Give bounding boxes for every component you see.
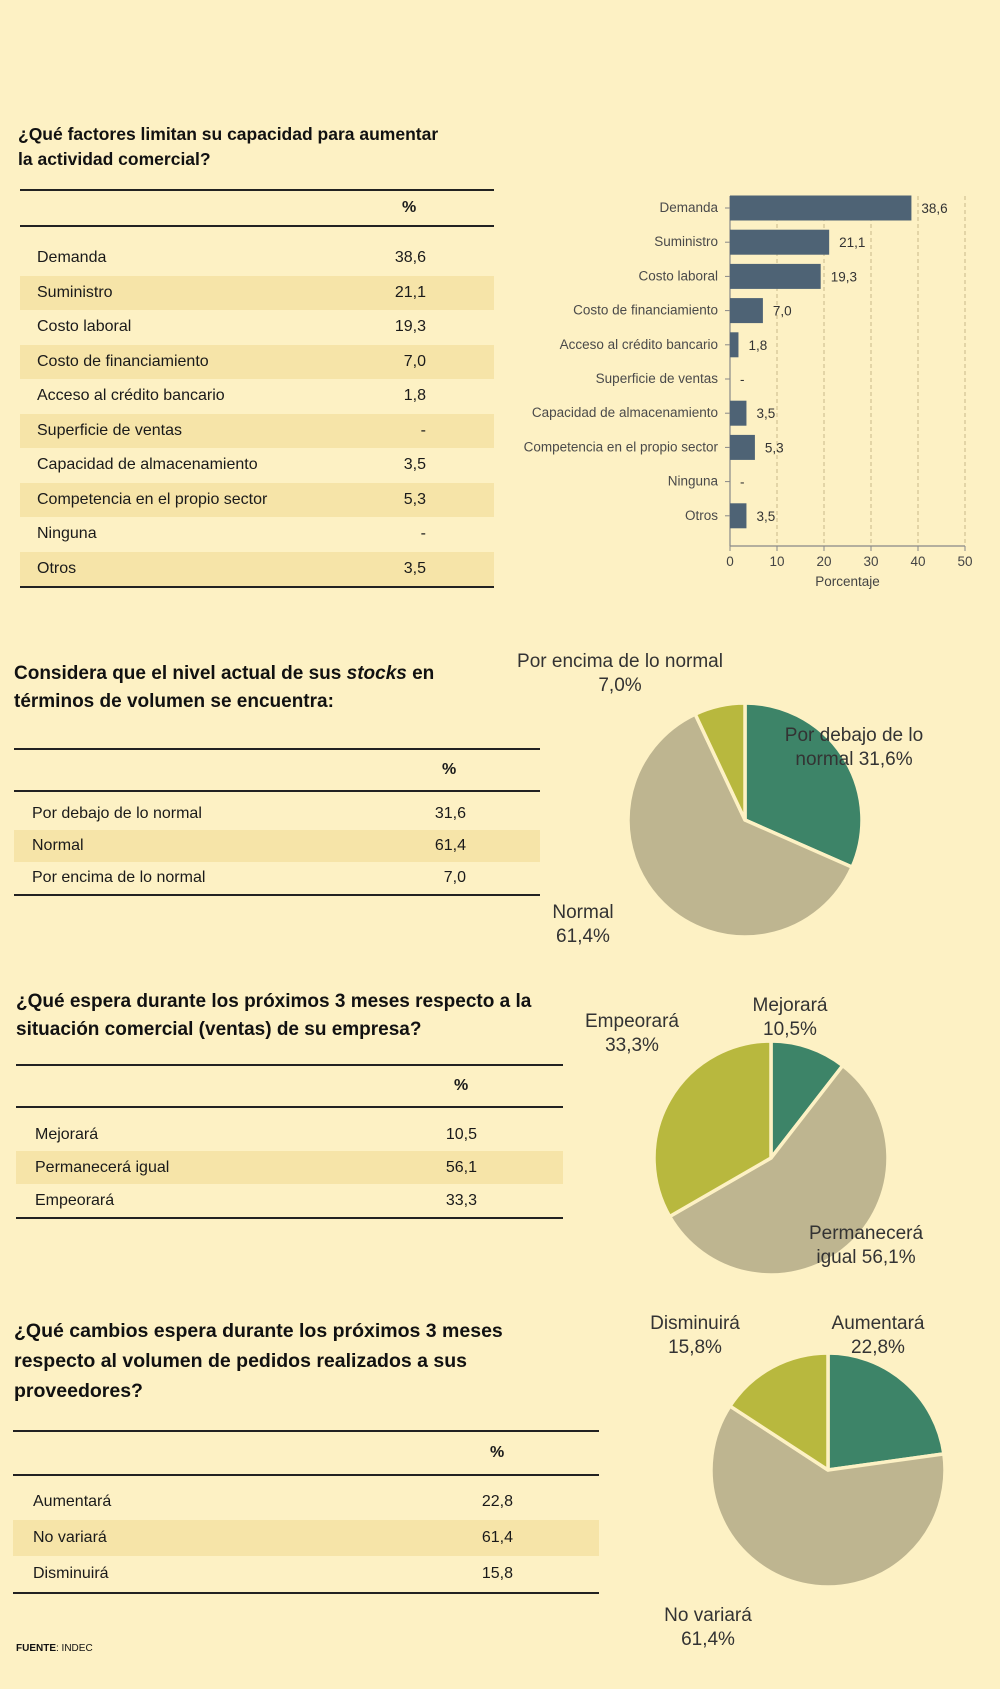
pct-header: %	[490, 1444, 505, 1461]
pie-label-empeorara	[585, 1010, 679, 1058]
section4-title-line1: ¿Qué cambios espera durante los próximos 3 meses	[14, 1320, 503, 1342]
bar-category-label: Competencia en el propio sector	[523, 439, 718, 455]
row-label: Suministro	[37, 283, 113, 301]
row-value: 19,3	[394, 318, 426, 336]
section1-title-line2: la actividad comercial?	[18, 149, 211, 169]
label-line: igual 56,1%	[816, 1246, 916, 1268]
row-value: 21,1	[394, 283, 426, 301]
label-line: Permanecerá	[808, 1223, 924, 1244]
table-body	[14, 792, 540, 894]
x-tick-label: 20	[816, 554, 832, 569]
row-value: 10,5	[445, 1125, 477, 1143]
table-row	[20, 310, 494, 345]
bar	[730, 196, 911, 221]
bar-category-label: Otros	[684, 507, 718, 523]
table-row	[20, 241, 494, 276]
row-value: -	[420, 421, 426, 439]
label-line: normal 31,6%	[795, 748, 913, 770]
label-line: Normal	[552, 902, 614, 923]
table-bottom-rule	[13, 1592, 599, 1594]
row-value: 61,4	[481, 1529, 513, 1546]
row-value: -	[420, 525, 426, 543]
section4-title-line3: proveedores?	[14, 1380, 143, 1402]
table-row	[20, 552, 494, 587]
bar	[730, 298, 763, 323]
section3-title	[16, 988, 596, 1044]
bar-value-label: -	[740, 474, 745, 490]
table-bottom-rule	[20, 586, 494, 588]
pie-label-no-variara	[664, 1604, 752, 1652]
section4-table	[13, 1430, 599, 1594]
pct-header: %	[454, 1077, 469, 1094]
factors-bar-chart	[500, 190, 980, 600]
row-value: 7,0	[403, 352, 426, 370]
bar-category-label: Costo laboral	[638, 268, 718, 284]
bar-category-label: Ninguna	[667, 473, 718, 489]
row-label: Costo laboral	[37, 318, 132, 336]
bar-category-label: Acceso al crédito bancario	[559, 336, 718, 352]
table-header	[16, 1066, 563, 1106]
bar-value-label: 3,5	[756, 508, 776, 524]
table-row	[14, 862, 540, 894]
x-tick-label: 10	[769, 554, 785, 569]
row-value: 15,8	[481, 1565, 513, 1582]
orders-outlook-pie-chart	[703, 1345, 953, 1595]
row-value: 3,5	[403, 559, 426, 577]
table-row	[20, 379, 494, 414]
pct-header: %	[402, 199, 417, 216]
section2-title-part-a: Considera que el nivel actual de sus	[14, 663, 347, 684]
x-tick-label: 50	[957, 554, 973, 569]
source-text: : INDEC	[56, 1643, 93, 1654]
row-label: Superficie de ventas	[37, 421, 182, 439]
section3-table	[16, 1064, 563, 1219]
row-label: Empeorará	[35, 1191, 115, 1209]
row-value: 5,3	[403, 490, 426, 508]
label-line: 33,3%	[605, 1034, 659, 1056]
row-label: Costo de financiamiento	[37, 352, 209, 370]
section2-title-line2: términos de volumen se encuentra:	[14, 691, 334, 712]
bar-value-label: 5,3	[764, 440, 784, 456]
table-row	[20, 276, 494, 311]
table-row	[13, 1484, 599, 1520]
bar-category-label: Capacidad de almacenamiento	[531, 405, 718, 421]
row-label: Normal	[32, 837, 84, 854]
table-row	[16, 1184, 563, 1217]
label-line: 15,8%	[668, 1336, 722, 1358]
row-label: Otros	[37, 559, 77, 577]
label-line: Por encima de lo normal	[517, 651, 723, 672]
pie-label-below-normal	[785, 724, 923, 772]
section2-title	[14, 660, 554, 716]
pie-label-mejorara	[753, 994, 828, 1042]
pie-slice-green	[828, 1353, 944, 1470]
table-row	[20, 517, 494, 552]
bar	[730, 230, 829, 255]
bar	[730, 332, 738, 357]
row-value: 38,6	[394, 249, 426, 267]
bar-value-label: -	[740, 372, 745, 387]
bar-value-label: 7,0	[772, 303, 792, 319]
pie-label-normal	[552, 901, 613, 949]
row-value: 1,8	[403, 387, 426, 405]
row-value: 61,4	[434, 837, 466, 854]
label-line: Por debajo de lo	[784, 725, 924, 746]
table-body	[20, 227, 494, 586]
row-label: Aumentará	[33, 1493, 112, 1510]
row-label: Por encima de lo normal	[32, 869, 206, 886]
bar-category-label: Superficie de ventas	[595, 371, 718, 386]
bar-value-label: 21,1	[839, 235, 866, 251]
pie-label-permanecera	[809, 1222, 923, 1270]
table-body	[16, 1108, 563, 1217]
row-label: Disminuirá	[33, 1565, 109, 1582]
label-line: 61,4%	[681, 1628, 735, 1650]
table-row	[20, 483, 494, 518]
section2-table	[14, 748, 540, 896]
label-line: 61,4%	[556, 925, 610, 947]
section2-title-line1	[14, 660, 554, 688]
table-row	[16, 1118, 563, 1151]
bar-category-label: Suministro	[654, 234, 718, 250]
table-header	[20, 191, 494, 225]
section2-title-part-b: en	[406, 663, 435, 684]
bar	[730, 435, 755, 460]
table-row	[14, 798, 540, 830]
source-note	[16, 1643, 93, 1654]
source-prefix: FUENTE	[16, 1643, 56, 1654]
bar	[730, 401, 746, 426]
x-axis-title: Porcentaje	[815, 574, 880, 589]
bar	[730, 264, 821, 289]
x-tick-label: 30	[863, 554, 879, 569]
table-row	[13, 1556, 599, 1592]
pie-label-disminuira	[650, 1312, 740, 1360]
label-line: 7,0%	[598, 674, 642, 696]
bar-category-label: Costo de financiamiento	[573, 302, 718, 318]
bar-value-label: 3,5	[756, 406, 776, 422]
table-row	[16, 1151, 563, 1184]
row-label: Mejorará	[35, 1125, 99, 1143]
row-label: Acceso al crédito bancario	[37, 387, 225, 405]
row-label: Ninguna	[37, 525, 97, 543]
table-row	[13, 1520, 599, 1556]
table-bottom-rule	[16, 1217, 563, 1219]
label-line: Mejorará	[752, 995, 828, 1016]
label-line: Disminuirá	[650, 1313, 740, 1334]
row-value: 31,6	[434, 805, 466, 822]
table-header	[14, 750, 540, 790]
label-line: Aumentará	[831, 1313, 925, 1334]
section4-title	[14, 1316, 614, 1406]
x-tick-label: 0	[726, 554, 734, 569]
label-line: 22,8%	[851, 1336, 905, 1358]
table-bottom-rule	[14, 894, 540, 896]
row-label: Competencia en el propio sector	[37, 490, 268, 508]
label-line: 10,5%	[763, 1018, 817, 1040]
row-label: No variará	[33, 1529, 107, 1546]
pie-label-aumentara	[832, 1312, 925, 1360]
row-value: 22,8	[481, 1493, 513, 1510]
section3-title-line1: ¿Qué espera durante los próximos 3 meses respecto a la	[16, 991, 532, 1012]
row-label: Permanecerá igual	[35, 1158, 170, 1176]
row-value: 56,1	[445, 1158, 477, 1176]
row-value: 7,0	[443, 869, 466, 886]
row-label: Capacidad de almacenamiento	[37, 456, 258, 474]
section1-table	[20, 189, 494, 588]
row-value: 3,5	[403, 456, 426, 474]
section2-title-stocks: stocks	[346, 663, 407, 684]
row-label: Demanda	[37, 249, 107, 267]
bar-value-label: 38,6	[921, 201, 948, 216]
x-tick-label: 40	[910, 554, 926, 569]
table-row	[20, 414, 494, 449]
label-line: No variará	[664, 1605, 752, 1626]
table-body	[13, 1476, 599, 1592]
section4-title-line2: respecto al volumen de pedidos realizados a sus	[14, 1350, 467, 1372]
section1-title-line1: ¿Qué factores limitan su capacidad para aumentar	[18, 124, 439, 144]
table-header	[13, 1432, 599, 1474]
table-row	[14, 830, 540, 862]
bar-category-label: Demanda	[659, 200, 718, 215]
bar-value-label: 1,8	[748, 337, 768, 353]
section3-title-line2: situación comercial (ventas) de su empresa?	[16, 1019, 422, 1040]
bar-value-label: 19,3	[830, 269, 857, 285]
label-line: Empeorará	[585, 1011, 679, 1032]
row-value: 33,3	[445, 1191, 477, 1209]
pct-header: %	[442, 761, 457, 778]
table-row	[20, 448, 494, 483]
pie-label-above-normal	[517, 650, 723, 698]
row-label: Por debajo de lo normal	[32, 805, 202, 822]
section1-title	[18, 122, 498, 172]
table-row	[20, 345, 494, 380]
bar	[730, 503, 746, 528]
